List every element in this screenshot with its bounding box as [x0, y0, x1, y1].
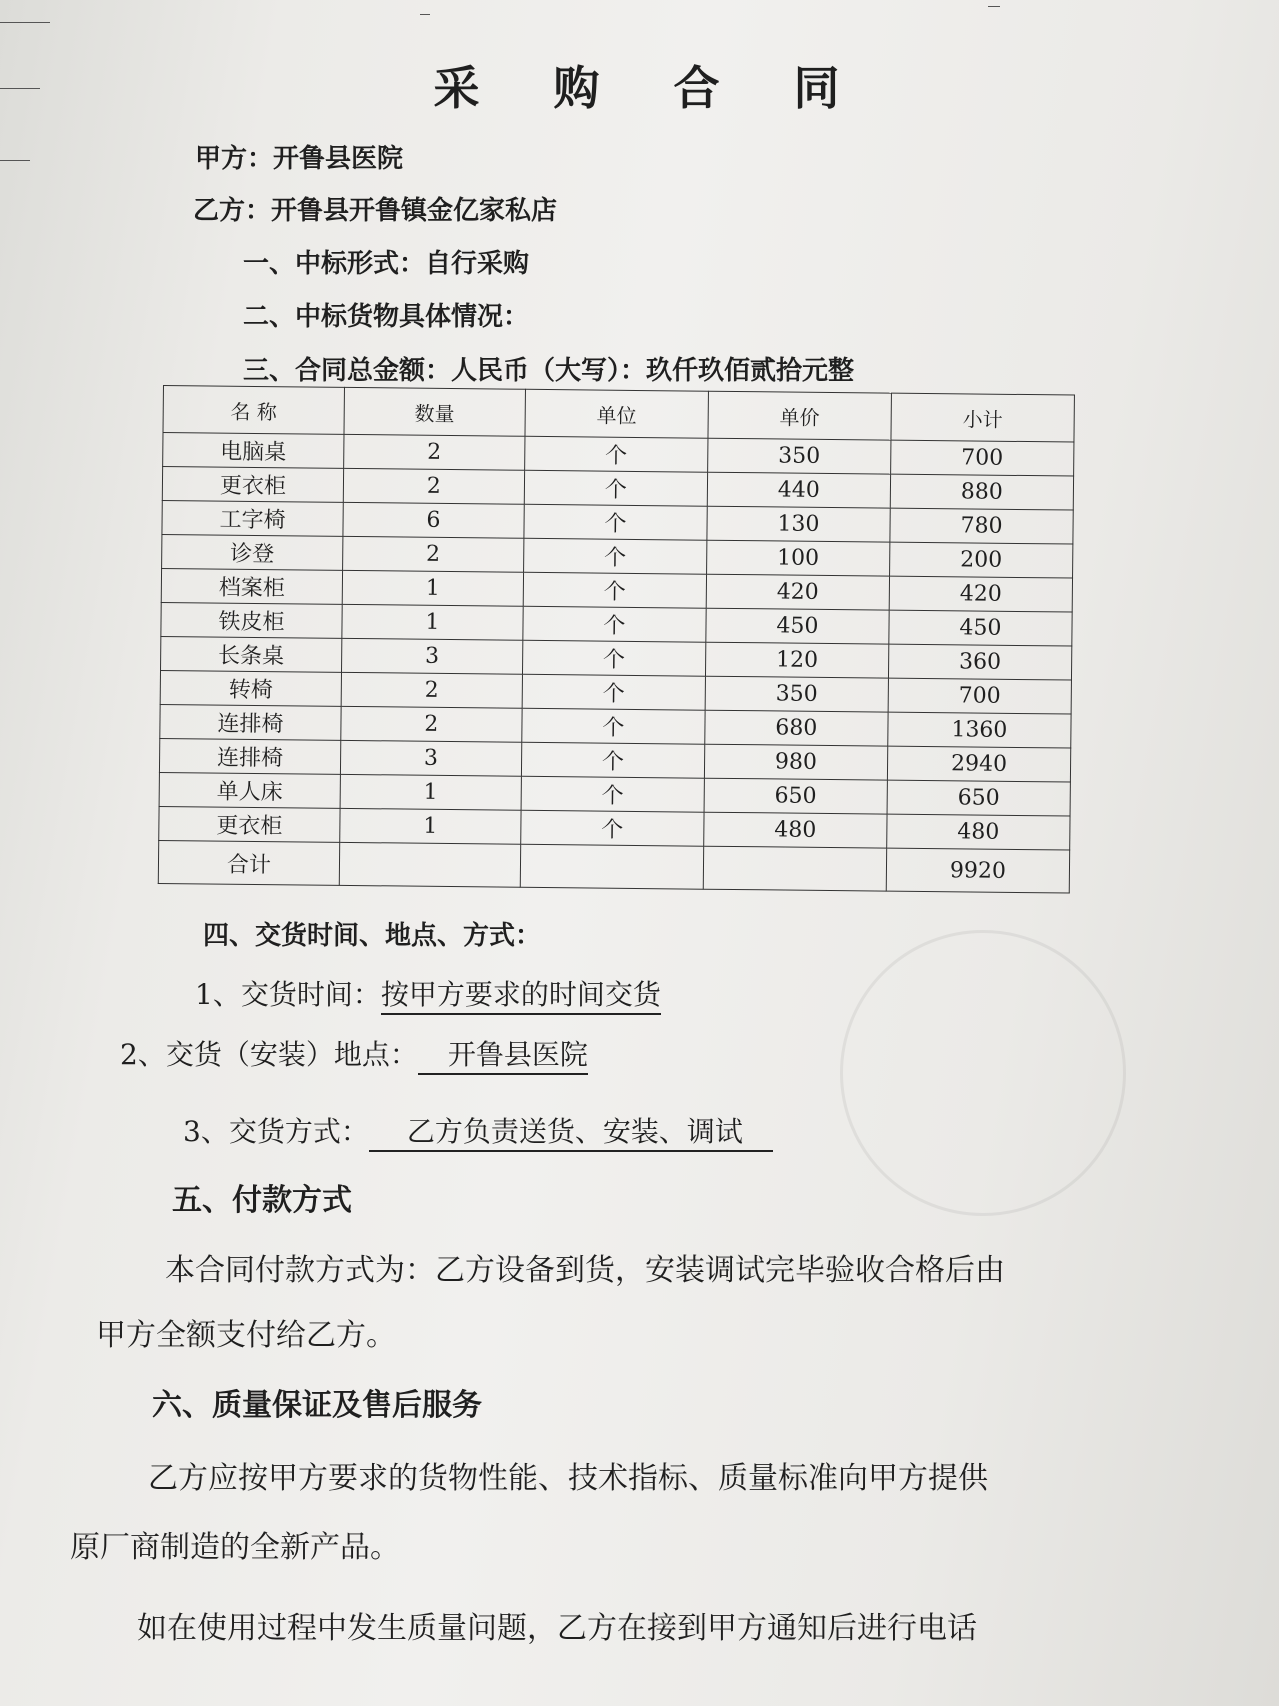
cell-name: 更衣柜 — [159, 806, 340, 842]
cell-unit: 个 — [524, 436, 707, 472]
delivery-method — [183, 1110, 773, 1150]
edge-line — [0, 160, 30, 161]
empty-cell — [703, 846, 886, 891]
cell-unit: 个 — [522, 640, 705, 676]
section-4: 四、交货时间、地点、方式： — [203, 921, 542, 951]
cell-price: 980 — [704, 744, 887, 780]
delivery-place-value: 开鲁县医院 — [418, 1038, 588, 1075]
section-6: 六、质量保证及售后服务 — [152, 1388, 482, 1423]
cell-quantity: 2 — [343, 468, 524, 504]
cell-price: 650 — [704, 778, 887, 814]
cell-name: 档案柜 — [161, 568, 342, 604]
cell-quantity: 2 — [341, 672, 522, 708]
cell-price: 420 — [706, 574, 889, 610]
cell-subtotal: 450 — [889, 610, 1072, 646]
cell-price: 100 — [706, 540, 889, 576]
cell-subtotal: 700 — [888, 678, 1071, 714]
cell-name: 铁皮柜 — [161, 602, 342, 638]
total-value: 9920 — [886, 848, 1070, 893]
cell-subtotal: 700 — [891, 440, 1074, 476]
cell-quantity: 6 — [343, 502, 524, 538]
cell-price: 350 — [707, 438, 890, 474]
cell-unit: 个 — [522, 674, 705, 710]
total-label: 合计 — [158, 840, 339, 885]
table-total-row — [158, 840, 1069, 893]
cell-subtotal: 360 — [888, 644, 1071, 680]
cell-unit: 个 — [521, 776, 704, 812]
cell-unit: 个 — [523, 538, 706, 574]
cell-name: 更衣柜 — [162, 467, 343, 503]
warranty-text-2: 原厂商制造的全新产品。 — [70, 1530, 400, 1565]
cell-quantity: 3 — [341, 638, 522, 674]
cell-subtotal: 650 — [887, 780, 1070, 816]
delivery-time-label: 1、交货时间： — [195, 978, 381, 1011]
cell-unit: 个 — [521, 810, 704, 846]
warranty-text-3: 如在使用过程中发生质量问题，乙方在接到甲方通知后进行电话 — [137, 1611, 977, 1646]
faded-stamp — [840, 930, 1126, 1216]
cell-quantity: 1 — [342, 570, 523, 606]
payment-text-2: 甲方全额支付给乙方。 — [96, 1318, 396, 1353]
cell-name: 电脑桌 — [163, 433, 344, 469]
col-name: 名 称 — [163, 386, 344, 435]
empty-cell — [339, 842, 520, 887]
goods-table — [158, 385, 1075, 894]
page-title: 采 购 合 同 — [433, 61, 846, 115]
cell-unit: 个 — [522, 708, 705, 744]
cell-subtotal: 880 — [890, 474, 1073, 510]
delivery-time-value: 按甲方要求的时间交货 — [381, 978, 661, 1015]
delivery-place-label: 2、交货（安装）地点： — [120, 1038, 418, 1071]
cell-name: 工字椅 — [162, 500, 343, 536]
section-2: 二、中标货物具体情况： — [243, 302, 530, 332]
delivery-method-label: 3、交货方式： — [183, 1115, 369, 1148]
cell-name: 转椅 — [160, 670, 341, 706]
edge-line — [0, 22, 50, 23]
cell-price: 120 — [705, 642, 888, 678]
section-5: 五、付款方式 — [172, 1183, 352, 1218]
cell-unit: 个 — [521, 742, 704, 778]
col-unit: 单位 — [525, 389, 709, 438]
cell-subtotal: 1360 — [888, 712, 1071, 748]
party-a: 甲方：开鲁县医院 — [195, 144, 404, 174]
cell-subtotal: 420 — [889, 576, 1072, 612]
section-3: 三、合同总金额：人民币（大写）：玖仟玖佰贰拾元整 — [243, 356, 855, 386]
edge-line — [988, 6, 1000, 7]
col-quantity: 数量 — [344, 387, 525, 436]
cell-price: 480 — [704, 812, 887, 848]
delivery-time — [195, 973, 661, 1013]
cell-subtotal: 2940 — [887, 746, 1070, 782]
cell-subtotal: 200 — [889, 542, 1072, 578]
cell-name: 长条桌 — [161, 636, 342, 672]
empty-cell — [520, 844, 703, 889]
cell-subtotal: 780 — [890, 508, 1073, 544]
payment-text-1: 本合同付款方式为：乙方设备到货，安装调试完毕验收合格后由 — [165, 1253, 1005, 1288]
cell-unit: 个 — [523, 572, 706, 608]
cell-name: 单人床 — [159, 772, 340, 808]
cell-unit: 个 — [524, 470, 707, 506]
cell-price: 350 — [705, 676, 888, 712]
delivery-method-value: 乙方负责送货、安装、调试 — [369, 1115, 773, 1152]
col-unit-price: 单价 — [708, 391, 892, 440]
cell-quantity: 2 — [341, 706, 522, 742]
cell-quantity: 2 — [342, 536, 523, 572]
party-b: 乙方：开鲁县开鲁镇金亿家私店 — [193, 196, 558, 226]
section-1: 一、中标形式：自行采购 — [243, 249, 530, 279]
col-subtotal: 小计 — [891, 393, 1075, 442]
cell-name: 连排椅 — [160, 704, 341, 740]
cell-quantity: 1 — [340, 808, 521, 844]
cell-price: 450 — [706, 608, 889, 644]
cell-subtotal: 480 — [887, 814, 1070, 850]
cell-name: 诊登 — [162, 534, 343, 570]
cell-quantity: 3 — [340, 740, 521, 776]
cell-quantity: 1 — [340, 774, 521, 810]
delivery-place — [120, 1033, 588, 1073]
cell-name: 连排椅 — [159, 738, 340, 774]
cell-price: 680 — [705, 710, 888, 746]
warranty-text-1: 乙方应按甲方要求的货物性能、技术指标、质量标准向甲方提供 — [148, 1461, 988, 1496]
cell-quantity: 2 — [344, 434, 525, 470]
cell-price: 440 — [707, 472, 890, 508]
cell-price: 130 — [707, 506, 890, 542]
cell-quantity: 1 — [342, 604, 523, 640]
cell-unit: 个 — [524, 504, 707, 540]
cell-unit: 个 — [523, 606, 706, 642]
edge-line — [420, 14, 430, 15]
